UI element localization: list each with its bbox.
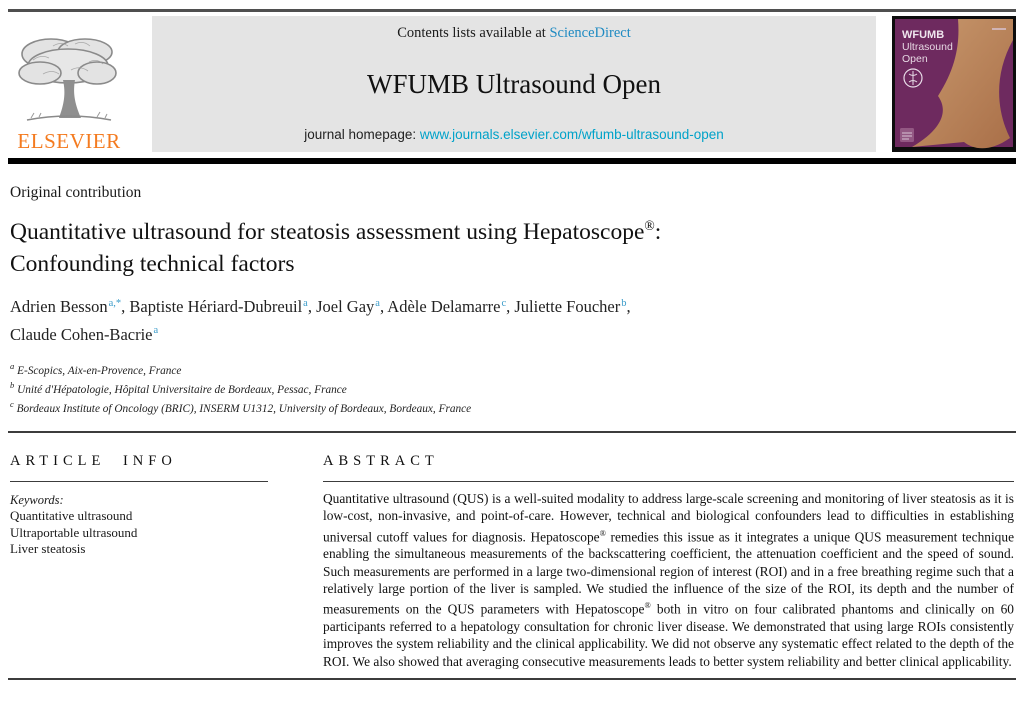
article-type-label: Original contribution: [10, 184, 142, 201]
abstract-heading: ABSTRACT: [323, 452, 439, 469]
registered-mark: ®: [644, 218, 655, 233]
author-name: Baptiste Hériard-Dubreuil: [129, 297, 303, 317]
affiliation-line: [10, 397, 1014, 416]
article-info-section: [10, 453, 268, 670]
author-list: [10, 292, 1014, 347]
author-separator: ,: [379, 297, 388, 317]
cover-title-line1: WFUMB: [902, 29, 945, 41]
contents-line-prefix: Contents lists available at: [397, 25, 550, 41]
article-info-heading: ARTICLE INFO: [10, 452, 177, 469]
author-affil-sup: a: [153, 325, 159, 337]
cover-issue-text-mark: [992, 28, 1006, 30]
abstract-text-part: remedies this issue as it integrates a unique QUS measurement technique enabling the simultaneous measurements of the backscattering coefficient, the attenuation coefficient and the speed of sound. Such measurements are performed in a large two-dimensional region of interest (ROI) and in a free breathing regime such that a relatively large portion of the liver is sampled. We studied the influence of the size of the ROI, its depth and the number of measurements on the QUS parameters with Hepatoscope: [323, 529, 1015, 617]
journal-first-page: [0, 9, 1024, 680]
bottom-rule: [8, 678, 1016, 680]
elsevier-logo[interactable]: [8, 16, 130, 152]
author: [129, 297, 316, 316]
affiliation-sup: c: [10, 399, 14, 410]
title-line2: Confounding technical factors: [10, 250, 295, 277]
author-name: Adèle Delamarre: [387, 297, 501, 317]
header-divider-rule: [8, 431, 1016, 433]
author-separator: ,: [506, 297, 515, 317]
masthead-divider-bar: [8, 158, 1016, 164]
author-separator: ,: [121, 297, 130, 317]
affiliation-sup: b: [10, 380, 15, 391]
author-name: Juliette Foucher: [514, 297, 621, 317]
author: [514, 297, 630, 316]
elsevier-wordmark: ELSEVIER: [17, 129, 121, 153]
publisher-mark: [900, 128, 914, 142]
journal-banner: [152, 16, 876, 152]
author: [316, 297, 387, 316]
author-name: Claude Cohen-Bacrie: [10, 324, 153, 344]
author-name: Joel Gay: [316, 297, 375, 317]
affiliation-line: [10, 359, 1014, 378]
title-colon: :: [654, 218, 662, 245]
affiliation-line: [10, 378, 1014, 397]
author-name: Adrien Besson: [10, 297, 108, 317]
abstract-paragraph: [323, 490, 1014, 670]
affiliation-sup: a: [10, 360, 15, 371]
abstract-text-part: both in vitro on four calibrated phantoms and clinically on 60 participants referred to a hepatology consultation for chronic liver disease. We demonstrated that using large ROIs consistently improves the system reliability and the clinical applicability. We did not observe any systematic effect related to the depth of the ROI. We also showed that averaging consecutive measurements leads to better system reliability and better clinical applicability.: [323, 601, 1014, 669]
article-title: [10, 210, 1014, 280]
journal-cover-thumbnail[interactable]: [892, 16, 1016, 152]
author: [10, 325, 158, 344]
masthead: [8, 16, 1016, 152]
affiliations: [10, 359, 1014, 417]
registered-mark: ®: [599, 528, 606, 538]
author-affil-sup: c: [501, 297, 507, 309]
contents-line: [397, 25, 631, 42]
tree-trunk: [59, 80, 81, 118]
author-separator: ,: [626, 297, 631, 317]
author-affil-sup: a,*: [108, 297, 122, 309]
top-rule: [8, 9, 1016, 12]
abstract-text-part: Quantitative ultrasound (QUS) is a well-suited modality to address large-scale screening and monitoring of liver steatosis as it is low-cost, non-invasive, and point-of-care. However, technical and biological confounders lead to difficulties in establishing universal cutoff values for diagnosis. Hepatoscope: [323, 491, 1014, 545]
homepage-prefix: journal homepage:: [304, 127, 420, 142]
author-separator: ,: [307, 297, 317, 317]
cover-title-line3: Open: [902, 53, 928, 65]
registered-mark: ®: [644, 601, 651, 611]
affiliation-text: E-Scopics, Aix-en-Provence, France: [17, 364, 182, 377]
abstract-rule: [323, 481, 1014, 483]
elsevier-tree-icon: [13, 30, 125, 130]
author-affil-sup: b: [621, 297, 627, 309]
article-header: [8, 184, 1016, 417]
keyword-item: Ultraportable ultrasound: [10, 524, 138, 540]
author-affil-sup: a: [375, 297, 380, 309]
keywords-label: Keywords:: [10, 493, 64, 508]
keyword-item: Quantitative ultrasound: [10, 508, 133, 524]
abstract-section: [323, 453, 1014, 670]
author-affil-sup: a: [303, 297, 308, 309]
article-info-rule: [10, 481, 268, 483]
author: [387, 297, 514, 316]
affiliation-text: Bordeaux Institute of Oncology (BRIC), INSERM U1312, University of Bordeaux, Bordeaux, France: [16, 403, 472, 416]
keyword-item: Liver steatosis: [10, 541, 86, 557]
homepage-line: [304, 127, 723, 142]
author: [10, 297, 129, 316]
journal-title: WFUMB Ultrasound Open: [367, 69, 661, 99]
affiliation-text: Unité d'Hépatologie, Hôpital Universitaire de Bordeaux, Pessac, France: [17, 383, 347, 396]
cover-title-line2: Ultrasound: [902, 41, 953, 53]
sciencedirect-link[interactable]: ScienceDirect: [549, 25, 631, 41]
info-abstract-columns: [8, 453, 1016, 670]
journal-homepage-link[interactable]: www.journals.elsevier.com/wfumb-ultrasound-open: [419, 127, 724, 142]
title-text: Quantitative ultrasound for steatosis assessment using Hepatoscope: [10, 218, 645, 245]
